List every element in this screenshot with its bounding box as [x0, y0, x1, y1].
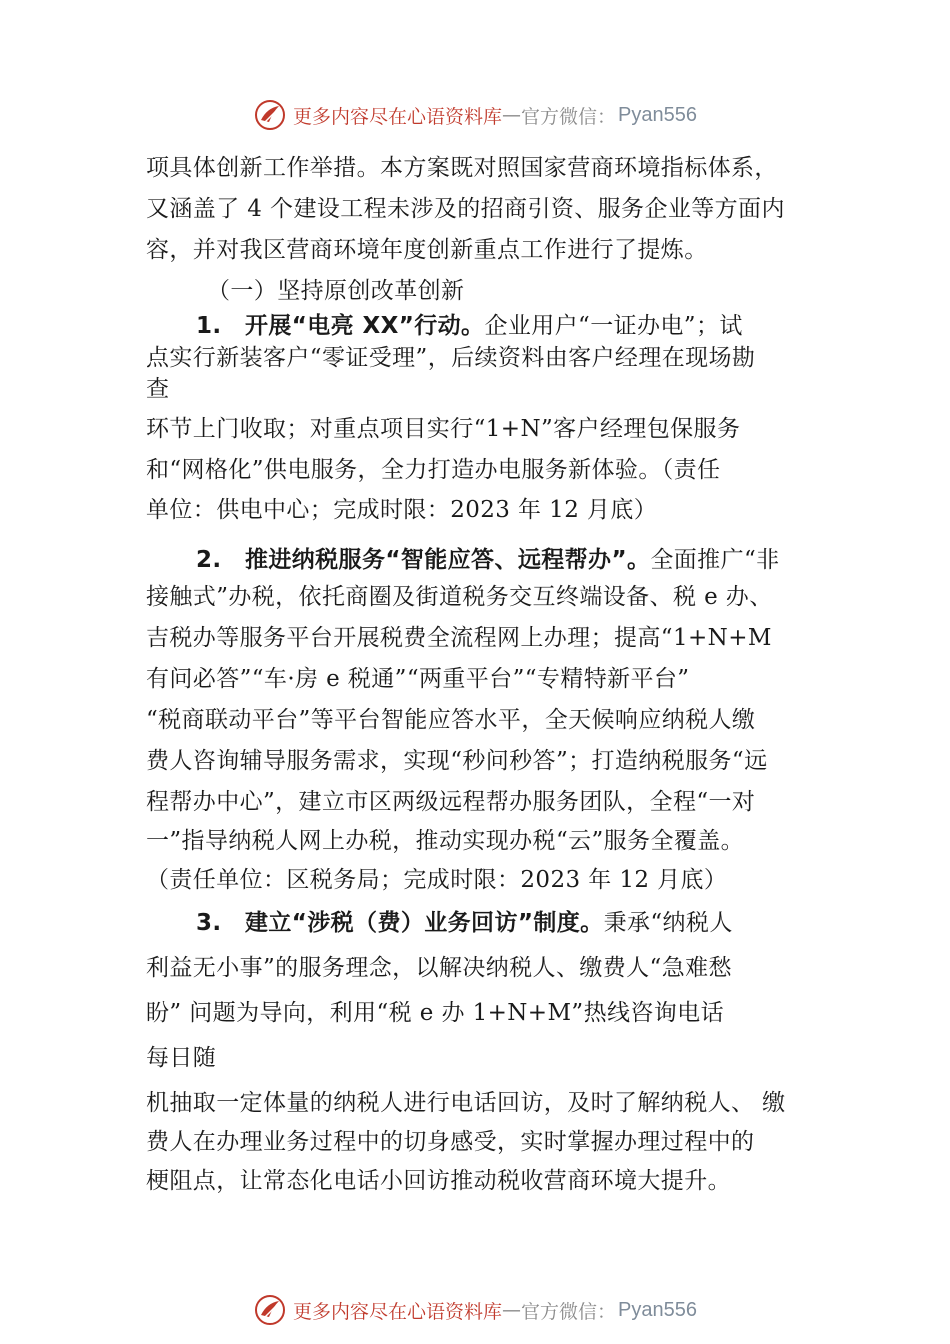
item-title: 1. 开展“电亮 XX”行动。 — [196, 313, 485, 339]
text-line: 点实行新装客户“零证受理”，后续资料由客户经理在现场勘 — [146, 345, 756, 371]
watermark-wechat-id: Pyan556 — [618, 103, 697, 126]
item-heading: 2. 推进纳税服务“智能应答、远程帮办”。全面推广“非 — [196, 547, 780, 573]
brand-logo-icon — [253, 98, 287, 132]
text-line: 环节上门收取；对重点项目实行“1+N”客户经理包保服务 — [146, 416, 741, 442]
brand-logo-icon — [253, 1293, 287, 1327]
text-line: 查 — [146, 376, 170, 402]
text-line: 有问必答”“车·房 e 税通”“两重平台”“专精特新平台” — [146, 666, 690, 692]
text-line: 吉税办等服务平台开展税费全流程网上办理；提高“1+N+M — [146, 625, 772, 651]
watermark-wechat-id: Pyan556 — [618, 1298, 697, 1321]
text-line: 容，并对我区营商环境年度创新重点工作进行了提炼。 — [146, 237, 708, 263]
text-line: 和“网格化”供电服务，全力打造办电服务新体验。（责任 — [146, 457, 721, 483]
footer-watermark — [0, 1290, 950, 1330]
watermark-official-label: 官方微信： — [521, 105, 617, 128]
text-line: 项具体创新工作举措。本方案既对照国家营商环境指标体系， — [146, 155, 778, 181]
item-title: 2. 推进纳税服务“智能应答、远程帮办”。 — [196, 547, 651, 573]
text-line: 程帮办中心”，建立市区两级远程帮办服务团队，全程“一对 — [146, 789, 756, 815]
text-line: 机抽取一定体量的纳税人进行电话回访，及时了解纳税人、 缴 — [146, 1090, 786, 1116]
text-line: 一”指导纳税人网上办税，推动实现办税“云”服务全覆盖。 — [146, 828, 745, 854]
watermark-separator: — — [502, 1299, 522, 1321]
text-line: 单位：供电中心；完成时限：2023 年 12 月底） — [146, 497, 658, 523]
watermark-text: 更多内容尽在心语资料库 — [293, 1300, 503, 1323]
text-line: 费人在办理业务过程中的切身感受，实时掌握办理过程中的 — [146, 1129, 755, 1155]
header-watermark — [0, 95, 950, 135]
text-line: 盼” 问题为导向，利用“税 e 办 1+N+M”热线咨询电话 — [146, 1000, 724, 1026]
item-heading: 1. 开展“电亮 XX”行动。企业用户“一证办电”；试 — [196, 313, 743, 339]
text-line: 每日随 — [146, 1045, 217, 1071]
section-heading: （一）坚持原创改革创新 — [207, 278, 465, 304]
watermark-text: 更多内容尽在心语资料库 — [293, 105, 503, 128]
text-line: 费人咨询辅导服务需求，实现“秒问秒答”；打造纳税服务“远 — [146, 748, 768, 774]
item-heading: 3. 建立“涉税（费）业务回访”制度。秉承“纳税人 — [196, 910, 733, 936]
text-line: 利益无小事”的服务理念，以解决纳税人、缴费人“急难愁 — [146, 955, 732, 981]
text-line: 接触式”办税，依托商圈及街道税务交互终端设备、税 e 办、 — [146, 584, 773, 610]
item-title: 3. 建立“涉税（费）业务回访”制度。 — [196, 910, 604, 936]
text-line: 又涵盖了 4 个建设工程未涉及的招商引资、服务企业等方面内 — [146, 196, 785, 222]
text-line: “税商联动平台”等平台智能应答水平，全天候响应纳税人缴 — [146, 707, 756, 733]
watermark-official-label: 官方微信： — [521, 1300, 617, 1323]
text-line: 梗阻点，让常态化电话小回访推动税收营商环境大提升。 — [146, 1168, 731, 1194]
watermark-separator: — — [502, 104, 522, 126]
text-line: （责任单位：区税务局；完成时限：2023 年 12 月底） — [146, 867, 728, 893]
